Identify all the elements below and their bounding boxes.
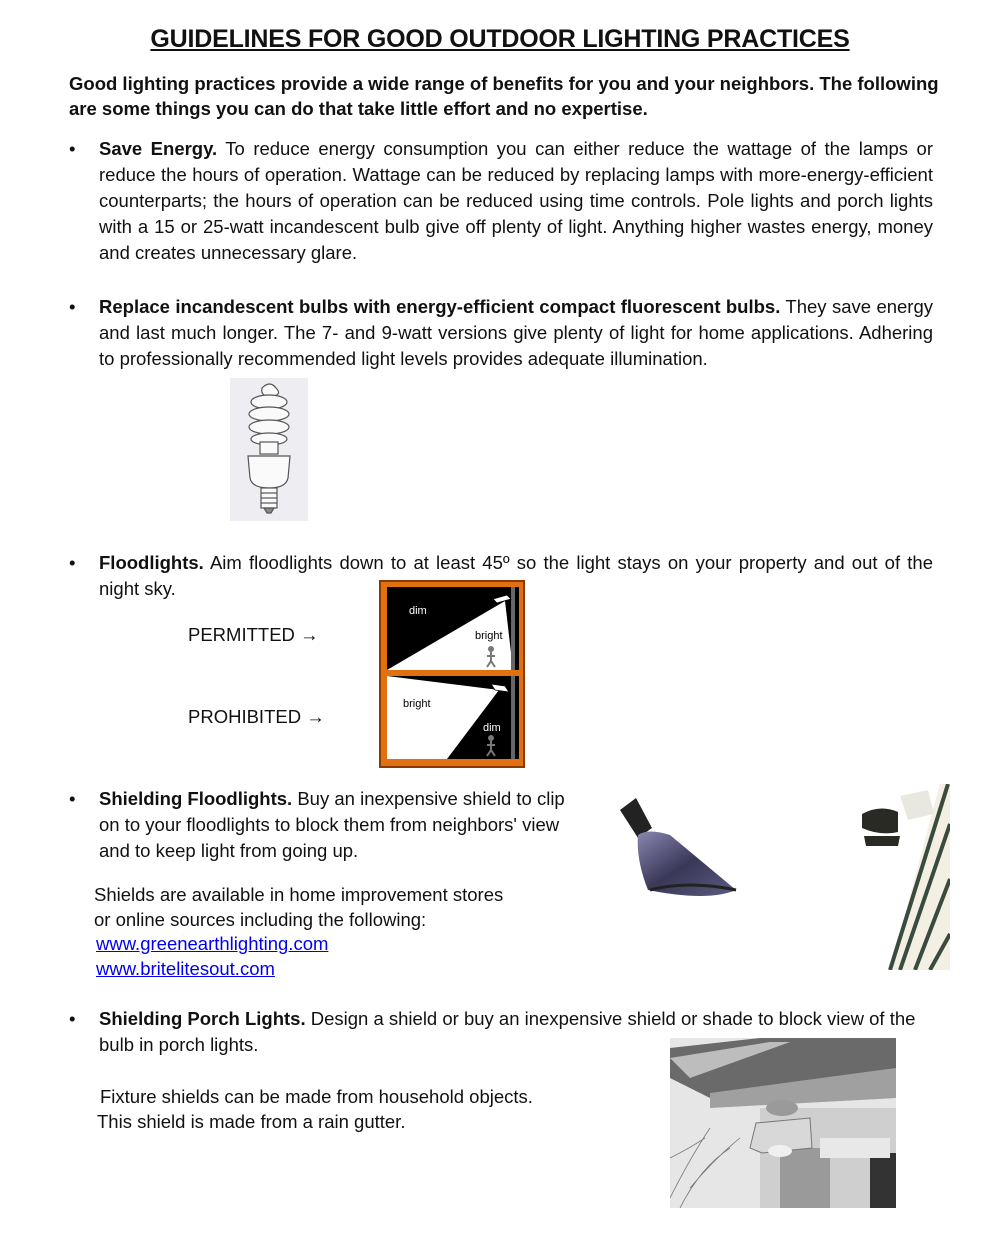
floodlight-shield-icon — [608, 790, 738, 900]
porch-note-line1: Fixture shields can be made from household objects. — [100, 1086, 533, 1107]
section-body: Design a shield or buy an inexpensive shield or shade to block view of the bulb in porch lights. — [99, 1008, 916, 1055]
section-body: To reduce energy consumption you can either reduce the wattage of the lamps or reduce the hours of operation. Wattage can be reduced by replacing lamps with more-energy-efficient counterparts; the hours of operation can be reduced using time controls. Pole lights and porch lights with a 15 or 25-watt incandescent bulb give off plenty of light. Anything higher wastes energy, money and creates unnecessary glare. — [99, 138, 933, 263]
floodlight-aim-diagram — [379, 580, 525, 768]
dim-label: dim — [409, 605, 427, 617]
permitted-label: PERMITTED → — [188, 624, 319, 645]
cfl-bulb-icon — [230, 378, 308, 521]
permitted-diagram — [387, 587, 519, 670]
mounted-floodlight-icon — [800, 784, 950, 970]
bright-label: bright — [475, 630, 503, 642]
section-body: Buy an inexpensive shield to clip on to your floodlights to block them from neighbors' view and to keep light from going up. — [99, 788, 565, 861]
section-cfl — [99, 294, 933, 372]
bullet: • — [69, 1008, 76, 1029]
prohibited-light-cone — [387, 676, 519, 759]
link-greenearthlighting[interactable]: www.greenearthlighting.com — [96, 933, 329, 954]
dim-label: dim — [483, 722, 501, 734]
porch-light-photo-icon — [670, 1038, 896, 1208]
section-shielding-floodlights — [99, 786, 579, 864]
prohibited-label: PROHIBITED → — [188, 706, 325, 727]
section-body: They save energy and last much longer. The 7- and 9-watt versions give plenty of light for home applications. Adhering to professionally recommended light levels provides adequate illumination. — [99, 296, 934, 369]
bright-label: bright — [403, 698, 431, 710]
prohibited-diagram — [387, 676, 519, 759]
intro-paragraph: Good lighting practices provide a wide range of benefits for you and your neighbors. The following are some things you can do that take little effort and no expertise. — [69, 73, 939, 119]
bullet: • — [69, 296, 76, 317]
page-title: GUIDELINES FOR GOOD OUTDOOR LIGHTING PRACTICES — [150, 25, 850, 53]
section-heading: Save Energy. — [99, 138, 218, 159]
floodlight-shield-image — [608, 790, 738, 900]
bullet: • — [69, 138, 76, 159]
shield-sources-note: Shields are available in home improvement stores or online sources including the following: — [94, 884, 504, 930]
link-britelitesout[interactable]: www.britelitesout.com — [96, 958, 275, 979]
permitted-light-cone — [387, 587, 519, 670]
bullet: • — [69, 552, 76, 573]
bullet: • — [69, 788, 76, 809]
porch-light-shield-image — [670, 1038, 896, 1208]
section-heading: Floodlights. — [99, 552, 204, 573]
section-body: Aim floodlights down to at least 45º so the light stays on your property and out of the night sky. — [99, 552, 933, 599]
porch-note-line2: This shield is made from a rain gutter. — [97, 1111, 406, 1132]
section-save-energy — [99, 136, 933, 266]
cfl-bulb-image — [230, 378, 308, 521]
section-heading: Shielding Floodlights. — [99, 788, 293, 809]
mounted-floodlight-image — [800, 784, 950, 970]
section-heading: Shielding Porch Lights. — [99, 1008, 306, 1029]
section-heading: Replace incandescent bulbs with energy-efficient compact fluorescent bulbs. — [99, 296, 781, 317]
